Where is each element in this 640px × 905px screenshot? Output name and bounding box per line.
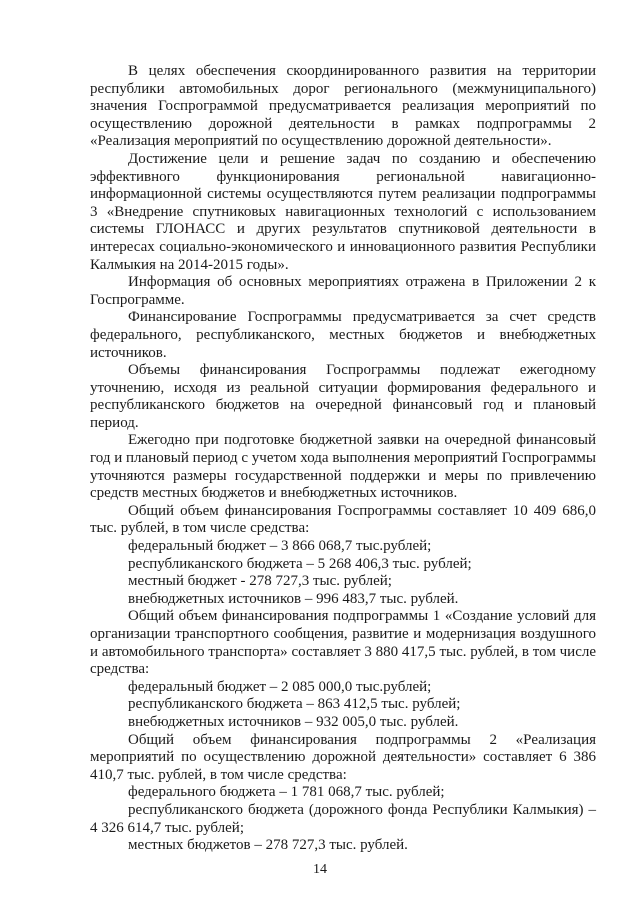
list-item: федеральный бюджет – 3 866 068,7 тыс.рублей; [128, 538, 432, 555]
list-item: внебюджетных источников – 932 005,0 тыс. рублей. [128, 713, 459, 730]
document-body [90, 63, 596, 855]
list-item: республиканского бюджета – 863 412,5 тыс. рублей; [128, 696, 461, 713]
paragraph-financing-sources: Финансирование Госпрограммы предусматривается за счет средств федерального, республиканского, местных бюджетов и внебюджетных источников. [90, 309, 596, 361]
subprogram-1-financing-list [90, 679, 596, 732]
paragraph-financing-volumes: Объемы финансирования Госпрограммы подлежат ежегодному уточнению, исходя из реальной ситуации формирования федерального и республиканского бюджетов на очередной финансовый год и плановый период. [90, 362, 596, 431]
paragraph-total-financing: Общий объем финансирования Госпрограммы составляет 10 409 686,0 тыс. рублей, в том числе средства: [90, 502, 596, 537]
paragraph-subprogram-1: Общий объем финансирования подпрограммы 1 «Создание условий для организации транспортного сообщения, развитие и модернизация воздушного и автомобильного транспорта» составляет 3 880 417,5 тыс. рублей, в том числе средства: [90, 608, 596, 678]
list-item: местных бюджетов – 278 727,3 тыс. рублей. [128, 837, 408, 854]
list-item: республиканского бюджета (дорожного фонда Республики Калмыкия) – 4 326 614,7 тыс. рублей; [90, 801, 596, 836]
page-number: 14 [313, 862, 327, 877]
list-item: федерального бюджета – 1 781 068,7 тыс. рублей; [128, 784, 445, 801]
paragraph-road-development: В целях обеспечения скоординированного развития на территории республики автомобильных дорог регионального (межмуниципального) значения Госпрограммой предусматривается реализация мероприятий по осуществлению дорожной деятельности в рамках подпрограммы 2 «Реализация мероприятий по осуществлению дорожной деятельности». [90, 63, 596, 150]
paragraph-appendix-reference: Информация об основных мероприятиях отражена в Приложении 2 к Госпрограмме. [90, 274, 596, 308]
paragraph-navigation-system: Достижение цели и решение задач по созданию и обеспечению эффективного функционирования региональной навигационно-информационной системы осуществляются путем реализации подпрограммы 3 «Внедрение спутниковых навигационных технологий с использованием системы ГЛОНАСС и других результатов спутниковой деятельности в интересах социально-экономического и инновационного развития Республики Калмыкия на 2014-2015 годы». [90, 150, 596, 273]
list-item: федеральный бюджет – 2 085 000,0 тыс.рублей; [128, 678, 432, 695]
paragraph-budget-request: Ежегодно при подготовке бюджетной заявки на очередной финансовый год и плановый период с учетом хода выполнения мероприятий Госпрограммы уточняются размеры государственной поддержки и меры по привлечению средств местных бюджетов и внебюджетных источников. [90, 432, 596, 502]
list-item: внебюджетных источников – 996 483,7 тыс. рублей. [128, 590, 459, 607]
list-item: местный бюджет - 278 727,3 тыс. рублей; [128, 573, 392, 590]
subprogram-2-financing-list [90, 784, 596, 854]
list-item: республиканского бюджета – 5 268 406,3 тыс. рублей; [128, 555, 472, 572]
paragraph-subprogram-2: Общий объем финансирования подпрограммы 2 «Реализация мероприятий по осуществлению дорожной деятельности» составляет 6 386 410,7 тыс. рублей, в том числе средства: [90, 731, 596, 783]
total-financing-list [90, 538, 596, 608]
